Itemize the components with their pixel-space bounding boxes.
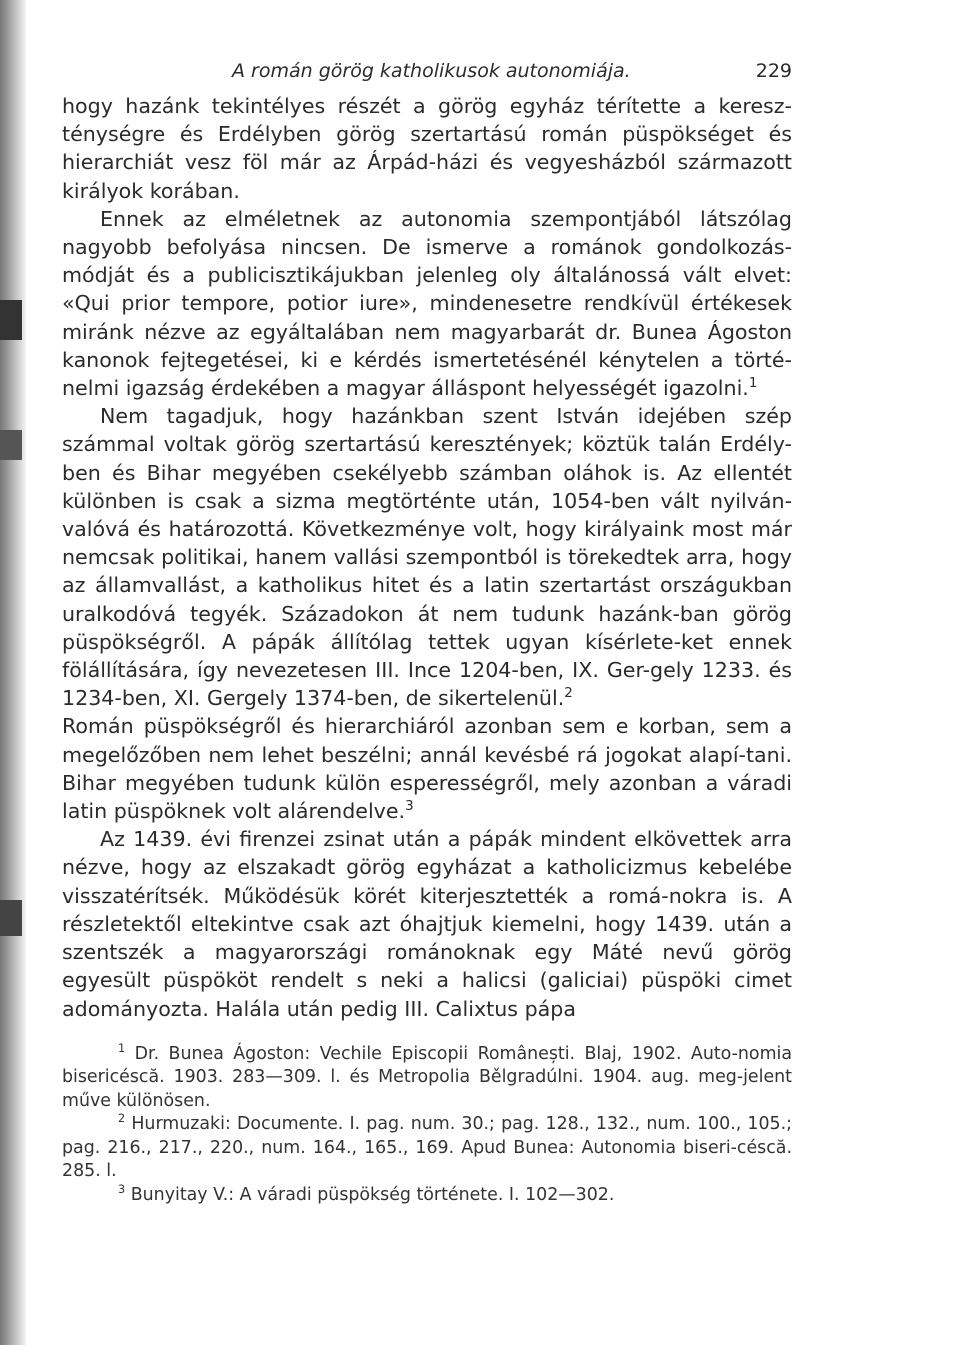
paragraph: Román püspökségről és hierarchiáról azonban sem e korban, sem a megelőzőben nem lehet beszélni; annál kevésbé rá jogokat alapí-tani. Bihar megyében tudunk külön esperességről, mely azonban a váradi latin püspöknek volt alárendelve.$^3$: [62, 714, 792, 824]
scan-mark: [0, 900, 22, 936]
footnotes: [62, 1043, 792, 1208]
book-page: [62, 52, 792, 1207]
paragraph: hogy hazánk tekintélyes részét a görög egyház térítette a keresz-ténységre és Erdélyben görög szertartású román püspökséget és hierarchiát vesz föl már az Árpád-házi és vegyesházból származott királyok korában.: [62, 94, 792, 203]
footnote-ref: 3: [405, 799, 414, 815]
running-title: A román görög katholikusok autonomiája.: [232, 60, 631, 82]
paragraph: Nem tagadjuk, hogy hazánkban szent István idejében szép számmal voltak görög szertartású keresztények; köztük talán Erdély-ben és Bihar megyében csekélyebb számban oláhok is. Az ellentét különben is csak a sizma megtörténte után, 1054-ben vált nyilván-valóvá és határozottá. Következménye volt, hogy királyaink most már nemcsak politikai, hanem vallási szempontból is törekedtek arra, hogy az államvallást, a katholikus hitet és a latin szertartást országukban uralkodóvá tegyék. Századokon át nem tudunk hazánk-ban görög püspökségről. A pápák állítólag tettek ugyan kísérlete-ket ennek fölállítására, így nevezetesen III. Ince 1204-ben, IX. Ger-gely 1233. és 1234-ben, XI. Gergely 1374-ben, de sikertelenül.$^2$: [62, 404, 792, 711]
main-text: [62, 92, 792, 1023]
scan-mark: [0, 300, 22, 340]
footnote-ref: 2: [564, 686, 573, 702]
footnote: $^1$ Dr. Bunea Ágoston: Vechile Episcopii Românești. Blaj, 1902. Auto-nomia bisericéscă. 1903. 283—309. l. és Metropolia Bělgradúlni. 1904. aug. meg-jelent műve különösen.: [62, 1041, 792, 1111]
book-spine-edge: [0, 0, 26, 1345]
paragraph: Az 1439. évi firenzei zsinat után a pápák mindent elkövettek arra nézve, hogy az elszakadt görög egyházat a katholicizmus kebelébe visszatérítsék. Működésük körét kiterjesztették a romá-nokra is. A részletektől eltekintve csak azt óhajtjuk kiemelni, hogy 1439. után a szentszék a magyarországi románoknak egy Máté nevű görög egyesült püspököt rendelt s neki a halicsi (galiciai) püspöki cimet adományozta. Halála után pedig III. Calixtus pápa: [62, 827, 792, 1021]
footnote: $^3$ Bunyitay V.: A váradi püspökség története. I. 102—302.: [118, 1182, 615, 1205]
footnote-ref: 1: [748, 376, 758, 392]
running-header: [62, 52, 792, 92]
paragraph: Ennek az elméletnek az autonomia szempontjából látszólag nagyobb befolyása nincsen. De ismerve a románok gondolkozás-módját és a publicisztikájukban jelenleg oly általánossá vált elvet: «Qui prior tempore, potior iure», mindenesetre rendkívül értékesek miránk nézve az egyáltalában nem magyarbarát dr. Bunea Ágoston kanonok fejtegetései, ki e kérdés ismertetésénél kénytelen a törté-nelmi igazság érdekében a magyar álláspont helyességét igazolni.$^1$: [62, 206, 792, 401]
scan-mark: [0, 430, 22, 460]
page-number: 229: [755, 60, 792, 82]
footnote: $^2$ Hurmuzaki: Documente. I. pag. num. 30.; pag. 128., 132., num. 100., 105.; pag. 216., 217., 220., num. 164., 165., 169. Apud Bunea: Autonomia biseri-céscă. 285. l.: [62, 1112, 792, 1182]
